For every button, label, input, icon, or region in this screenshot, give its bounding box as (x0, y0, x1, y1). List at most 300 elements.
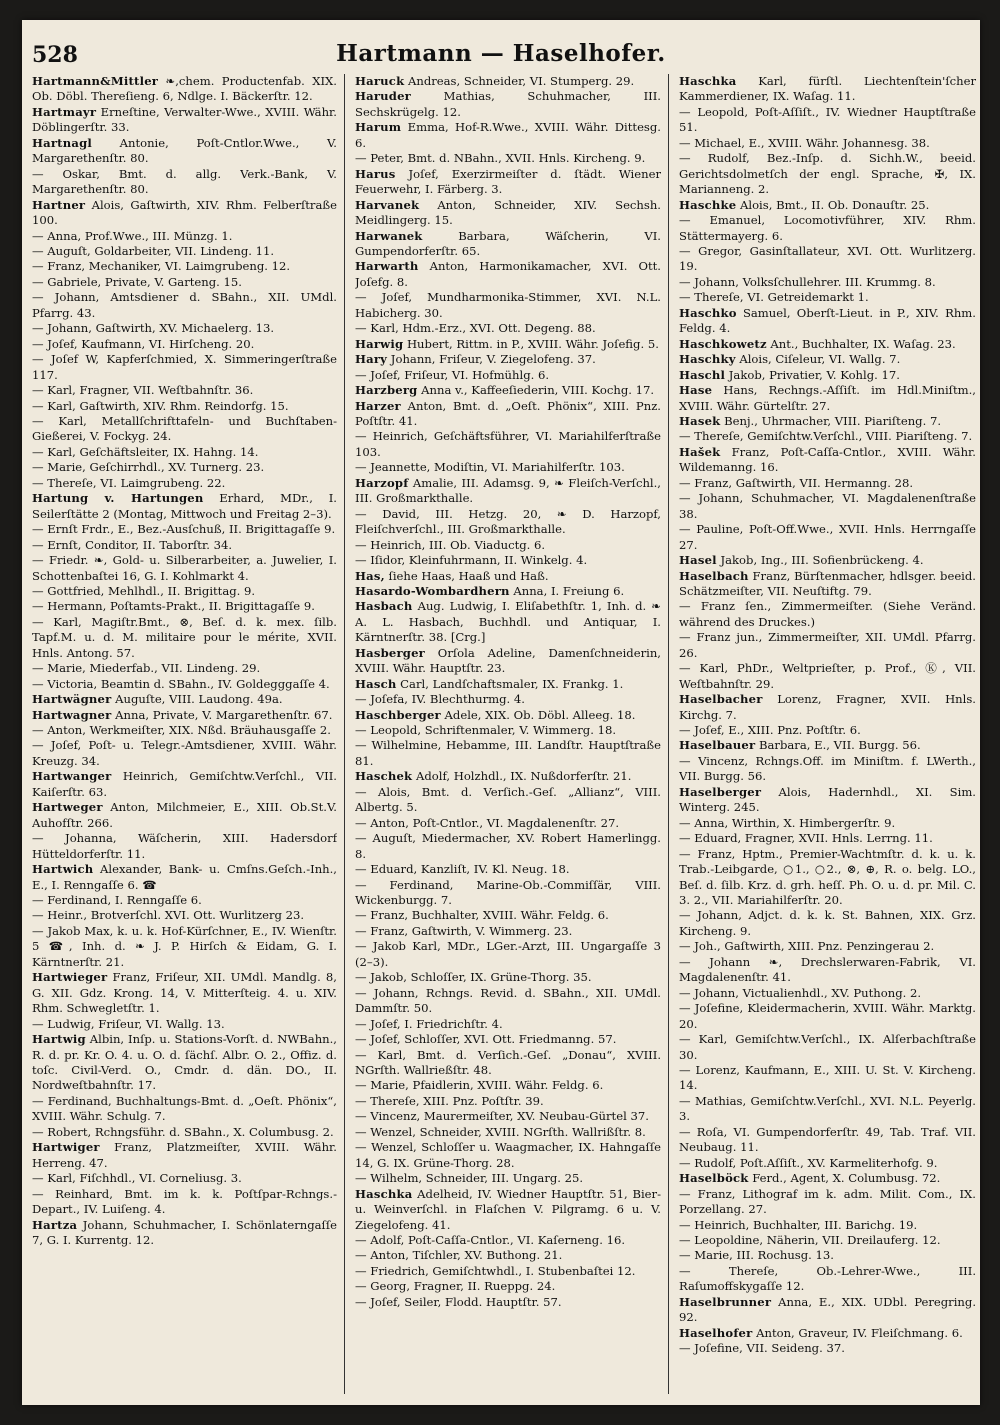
entry-text: — Leopold, Poſt-Aſſiſt., IV. Wiedner Hauptſtraße 51. (679, 104, 976, 135)
entry-text: — Roſa, VI. Gumpendorferſtr. 49, Tab. Traf. VII. Neubaug. 11. (679, 1124, 976, 1155)
entry-surname: Hasek (679, 413, 721, 428)
directory-entry (355, 383, 661, 398)
entry-text: Hans, Rechngs.-Aſſiſt. im Hdl.Miniſtm., XVIII. Währ. Gürtelſtr. 27. (679, 383, 976, 413)
entry-text: — Eduard, Kanzliſt, IV. Kl. Neug. 18. (355, 862, 570, 877)
directory-entry (355, 738, 661, 769)
directory-entry (355, 785, 661, 816)
entry-text: — Joſef, Seiler, Flodd. Hauptſtr. 57. (355, 1294, 562, 1309)
directory-entry (32, 615, 337, 661)
entry-text: — Joſef W, Kapferſchmied, X. Simmeringerſtraße 117. (32, 352, 337, 382)
entry-text: — Jeannette, Modiſtin, VI. Mariahilferſtr. 103. (355, 460, 625, 475)
directory-entry (32, 800, 337, 831)
directory-entry (32, 476, 337, 491)
entry-text: ſiehe Haas, Haaß und Haß. (384, 568, 549, 583)
entry-text: Barbara, Wäſcherin, VI. Gumpendorferſtr. 65. (355, 228, 661, 258)
directory-entry (32, 538, 337, 553)
entry-text: — Emanuel, Locomotivführer, XIV. Rhm. Stättermayerg. 6. (679, 213, 976, 243)
entry-text: Jakob, Ing., III. Sofienbrückeng. 4. (716, 553, 924, 568)
directory-entry (32, 414, 337, 445)
entry-surname: Hasch (355, 676, 397, 691)
entry-surname: Hasardo-Wombardhern (355, 583, 510, 598)
directory-entry (355, 1187, 661, 1233)
directory-entry (679, 1218, 976, 1233)
directory-entry (32, 383, 337, 398)
entry-text: Alexander, Bank- u. Cmſns.Geſch.-Inh., E., I. Renngaſſe 6. ☎ (32, 862, 337, 892)
entry-text: — Gregor, Gasinſtallateur, XVI. Ott. Wurlitzerg. 19. (679, 243, 976, 274)
directory-entry (355, 538, 661, 553)
entry-text: Emma, Hof-R.Wwe., XVIII. Währ. Dittesg. 6. (355, 120, 661, 150)
directory-entry (679, 445, 976, 476)
directory-entry (679, 1264, 976, 1295)
entry-text: — Karl, Fragner, VII. Weſtbahnſtr. 36. (32, 383, 254, 398)
entry-text: — Leopold, Schriftenmaler, V. Wimmerg. 18. (355, 723, 617, 738)
entry-text: Anna, I. Freiung 6. (509, 583, 625, 598)
entry-text: — Marie, Geſchirrhdl., XV. Turnerg. 23. (32, 460, 265, 475)
entry-surname: Harwig (355, 336, 404, 351)
entry-text: Hubert, Rittm. in P., XVIII. Währ. Joſefig. 5. (403, 336, 659, 351)
page-header (22, 20, 980, 74)
directory-entry (679, 831, 976, 846)
directory-entry (355, 908, 661, 923)
directory-entry (32, 321, 337, 336)
directory-entry (32, 692, 337, 707)
entry-text: Auguſte, VIII. Laudong. 49a. (111, 692, 283, 707)
entry-surname: Harzer (355, 398, 401, 413)
entry-text: — Karl, Bmt. d. Verſich.-Geſ. „Donau“, XVIII. NGrſth. Wallrießſtr. 48. (355, 1047, 661, 1077)
entry-text: — Heinr., Brotverſchl. XVI. Ott. Wurlitzerg 23. (32, 908, 305, 923)
entry-text: Ferd., Agent, X. Columbusg. 72. (748, 1171, 941, 1186)
directory-entry (32, 769, 337, 800)
directory-entry (355, 878, 661, 909)
entry-text: — Jakob Max, k. u. k. Hof-Kürſchner, E., IV. Wienſtr. 5 ☎, Inh. d. ❧ J. P. Hirſch & Eidam, G. I. Kärntnerſtr. 21. (32, 923, 337, 969)
directory-page (22, 20, 980, 1405)
entry-text: — Eduard, Fragner, XVII. Hnls. Lerrng. 11. (679, 831, 933, 846)
entry-text: — Wenzel, Schloſſer u. Waagmacher, IX. Hahngaſſe 14, G. IX. Grüne-Thorg. 28. (355, 1140, 661, 1170)
directory-entry (679, 337, 976, 352)
entry-surname: Haschko (679, 305, 737, 320)
entry-text: — Iſidor, Kleinfuhrmann, II. Winkelg. 4. (355, 553, 588, 568)
entry-text: — Adolf, Poſt-Caſſa-Cntlor., VI. Kaſerneng. 16. (355, 1232, 626, 1247)
directory-entry (679, 306, 976, 337)
directory-entry (32, 1140, 337, 1171)
directory-entry (355, 151, 661, 166)
entry-text: — Hermann, Poſtamts-Prakt., II. Brigittagaſſe 9. (32, 599, 315, 614)
column-3 (679, 74, 976, 1394)
entry-text: — Franz ſen., Zimmermeiſter. (Siehe Veränd. während des Druckes.) (679, 599, 976, 629)
directory-entry (32, 1171, 337, 1186)
entry-surname: Haruck (355, 74, 405, 88)
directory-entry (679, 847, 976, 909)
directory-entry (355, 290, 661, 321)
entry-surname: Haschberger (355, 707, 441, 722)
entry-text: Erneſtine, Verwalter-Wwe., XVIII. Währ. Döblingerſtr. 33. (32, 104, 337, 135)
entry-text: Lorenz, Fragner, XVII. Hnls. Kirchg. 7. (679, 692, 976, 722)
entry-text: — Vincenz, Rchngs.Off. im Miniſtm. f. LWerth., VII. Burgg. 56. (679, 753, 976, 784)
entry-text: — Thereſe, XIII. Pnz. Poſtſtr. 39. (355, 1093, 544, 1108)
entry-surname: Hasel (679, 553, 717, 568)
directory-entry (679, 1171, 976, 1186)
directory-entry (355, 120, 661, 151)
directory-entry (679, 1326, 976, 1341)
directory-entry (355, 646, 661, 677)
entry-text: Franz, Bürſtenmacher, hdlsger. beeid. Schätzmeiſter, VII. Neuſtiftg. 79. (679, 568, 976, 598)
entry-text: Aug. Ludwig, I. Eliſabethſtr. 1, Inh. d. ❧ A. L. Hasbach, Buchhdl. und Antiquar, I. Kärntnerſtr. 38. [Crg.] (355, 599, 661, 645)
entry-text: Anton, Graveur, IV. Fleiſchmang. 6. (752, 1325, 963, 1340)
entry-surname: Hartner (32, 197, 86, 212)
directory-entry (355, 476, 661, 507)
directory-entry (355, 569, 661, 584)
entry-text: — Jakob, Schloſſer, IX. Grüne-Thorg. 35. (355, 970, 592, 985)
entry-text: — Michael, E., XVIII. Währ. Johannesg. 38. (679, 135, 930, 150)
entry-surname: Hasberger (355, 645, 425, 660)
directory-entry (32, 167, 337, 198)
entry-text: — Joſef, I. Friedrichſtr. 4. (355, 1016, 503, 1031)
entry-surname: Harvanek (355, 197, 420, 212)
entry-text: — Thereſe, VI. Laimgrubeng. 22. (32, 475, 226, 490)
page-title: Hartmann — Haselhofer. (336, 40, 666, 67)
entry-text: — Anna, Prof.Wwe., III. Münzg. 1. (32, 228, 233, 243)
directory-entry (355, 862, 661, 877)
directory-entry (355, 924, 661, 939)
entry-text: — Marie, Miederfab., VII. Lindeng. 29. (32, 661, 261, 676)
directory-entry (355, 1171, 661, 1186)
entry-text: Mathias, Schuhmacher, III. Sechskrügelg. 12. (355, 89, 661, 119)
entry-text: — Franz, Lithograf im k. adm. Milit. Com., IX. Porzellang. 27. (679, 1186, 976, 1217)
entry-text: — Franz, Buchhalter, XVIII. Währ. Feldg. 6. (355, 908, 609, 923)
entry-text: — Auguſt, Goldarbeiter, VII. Lindeng. 11. (32, 243, 275, 258)
directory-entry (32, 738, 337, 769)
entry-text: — Vincenz, Maurermeiſter, XV. Neubau-Gürtel 37. (355, 1109, 649, 1124)
entry-text: — Franz jun., Zimmermeiſter, XII. UMdl. Pfarrg. 26. (679, 630, 976, 660)
entry-surname: Haselhofer (679, 1325, 753, 1340)
entry-surname: Hasbach (355, 599, 413, 614)
directory-entry (679, 476, 976, 491)
entry-text: — Johann, Volksſchullehrer. III. Krummg. 8. (679, 274, 936, 289)
entry-text: — Joſefa, IV. Blechthurmg. 4. (355, 692, 525, 707)
entry-surname: Harwarth (355, 259, 419, 274)
directory-entry (679, 74, 976, 105)
entry-text: Carl, Landſchaftsmaler, IX. Frankg. 1. (396, 676, 624, 691)
directory-entry (32, 862, 337, 893)
entry-surname: Haschke (679, 197, 737, 212)
entry-text: — Karl, Fiſchhdl., VI. Corneliusg. 3. (32, 1171, 242, 1186)
directory-entry (355, 1248, 661, 1263)
directory-entry (32, 831, 337, 862)
directory-entry (679, 491, 976, 522)
directory-entry (679, 136, 976, 151)
entry-text: Amalie, III. Adamsg. 9, ❧ Fleiſch-Verſchl., III. Großmarkthalle. (355, 475, 661, 506)
entry-surname: Haselbacher (679, 692, 763, 707)
directory-entry (355, 1094, 661, 1109)
directory-entry (679, 939, 976, 954)
directory-entry (679, 429, 976, 444)
directory-entry (679, 1248, 976, 1263)
directory-entry (32, 1032, 337, 1094)
entry-text: — Pauline, Poſt-Off.Wwe., XVII. Hnls. Herrngaſſe 27. (679, 522, 976, 552)
entry-text: Jakob, Privatier, V. Kohlg. 17. (725, 367, 900, 382)
directory-entry (32, 893, 337, 908)
directory-entry (355, 1017, 661, 1032)
entry-text: — Heinrich, Buchhalter, III. Barichg. 19. (679, 1217, 918, 1232)
entry-text: — Karl, Gaſtwirth, XIV. Rhm. Reindorfg. 15. (32, 398, 289, 413)
directory-entry (32, 1094, 337, 1125)
entry-text: — Marie, III. Rochusg. 13. (679, 1248, 834, 1263)
entry-surname: Hartwägner (32, 692, 112, 707)
column-1 (32, 74, 337, 1394)
entry-text: — Anton, Werkmeiſter, XIX. Nßd. Bräuhausgaſſe 2. (32, 723, 331, 738)
entry-surname: Haselböck (679, 1171, 749, 1186)
entry-text: Franz, Friſeur, XII. UMdl. Mandlg. 8, G. XII. Gdz. Krong. 14, V. Mitterſteig. 4. u. XIV. Rhm. Schwegletſtr. 1. (32, 970, 337, 1016)
directory-entry (679, 908, 976, 939)
directory-entry (32, 337, 337, 352)
entry-surname: Hartmayr (32, 104, 97, 119)
entry-text: — Joſef, Friſeur, VI. Hofmühlg. 6. (355, 367, 550, 382)
entry-text: — Robert, Rchngsführ. d. SBahn., X. Columbusg. 2. (32, 1124, 334, 1139)
entry-text: — Johann, Adjct. d. k. k. St. Bahnen, XIX. Grz. Kircheng. 9. (679, 908, 976, 938)
entry-text: Antonie, Poſt-Cntlor.Wwe., V. Margarethenſtr. 80. (32, 135, 337, 166)
directory-entry (679, 785, 976, 816)
entry-surname: Hartwagner (32, 707, 112, 722)
directory-entry (679, 352, 976, 367)
entry-text: — Franz, Gaſtwirth, V. Wimmerg. 23. (355, 923, 573, 938)
entry-text: Barbara, E., VII. Burgg. 56. (755, 738, 921, 753)
directory-entry (679, 1341, 976, 1356)
directory-entry (32, 1187, 337, 1218)
entry-text: Anton, Bmt. d. „Oeſt. Phönix“, XIII. Pnz. Poſtſtr. 41. (355, 398, 661, 428)
entry-text: — Johann, Amtsdiener d. SBahn., XII. UMdl. Pfarrg. 43. (32, 290, 337, 320)
directory-entry (679, 1233, 976, 1248)
entry-text: — Heinrich, III. Ob. Viaductg. 6. (355, 537, 546, 552)
entry-text: Karl, fürſtl. Liechtenſtein'ſcher Kammerdiener, IX. Waſag. 11. (679, 74, 976, 104)
entry-text: — Johann, Schuhmacher, VI. Magdalenenſtraße 38. (679, 491, 976, 521)
entry-text: Anton, Harmonikamacher, XVI. Ott. Joſefg. 8. (355, 259, 661, 289)
directory-entry (355, 167, 661, 198)
directory-entry (679, 738, 976, 753)
entry-text: — Joſef, Poſt- u. Telegr.-Amtsdiener, XVIII. Währ. Kreuzg. 34. (32, 738, 337, 768)
entry-surname: Harwanek (355, 228, 423, 243)
entry-text: — Johann ❧, Drechslerwaren-Fabrik, VI. Magdalenenſtr. 41. (679, 954, 976, 985)
entry-text: — Wilhelmine, Hebamme, III. Landſtr. Hauptſtraße 81. (355, 738, 661, 768)
directory-entry (32, 723, 337, 738)
entry-text: Benj., Uhrmacher, VIII. Piariſteng. 7. (720, 413, 942, 428)
entry-text: — Joſefine, VII. Seideng. 37. (679, 1341, 845, 1356)
directory-entry (679, 414, 976, 429)
entry-text: — David, III. Hetzg. 20, ❧ D. Harzopf, Fleiſchverſchl., III. Großmarkthalle. (355, 506, 661, 537)
directory-entry (355, 816, 661, 831)
entry-text: — Karl, PhDr., Weltprieſter, p. Prof., Ⓚ, VII. Weſtbahnſtr. 29. (679, 661, 976, 691)
entry-surname: Hartung v. Hartungen (32, 491, 204, 506)
directory-entry (679, 569, 976, 600)
entry-text: — Joſef, E., XIII. Pnz. Poſtſtr. 6. (679, 723, 861, 738)
directory-entry (355, 1295, 661, 1310)
entry-surname: Hartwanger (32, 769, 112, 784)
entry-surname: Harzopf (355, 475, 409, 490)
column-2 (355, 74, 661, 1394)
entry-surname: Hartnagl (32, 135, 92, 150)
entry-surname: Has, (355, 568, 385, 583)
directory-entry (355, 321, 661, 336)
directory-entry (355, 708, 661, 723)
directory-entry (679, 368, 976, 383)
entry-text: — Karl, Hdm.-Erz., XVI. Ott. Degeng. 88. (355, 321, 596, 336)
entry-text: — Franz, Hptm., Premier-Wachtmſtr. d. k. u. k. Trab.-Leibgarde, ○1., ○2., ⊗, ⊕, R. o. belg. LO., Beſ. d. ſilb. Krz. d. grh. heſſ. Ph. O. u. d. pr. Mil. C. 3. 2., VII. Mariahilferſtr. 20. (679, 846, 976, 908)
entry-surname: Hartmann&Mittler (32, 74, 159, 88)
entry-text: — Franz, Gaſtwirth, VII. Hermanng. 28. (679, 475, 914, 490)
directory-entry (32, 924, 337, 970)
directory-entry (32, 1218, 337, 1249)
directory-entry (32, 599, 337, 614)
directory-entry (355, 429, 661, 460)
entry-text: Andreas, Schneider, VI. Stumperg. 29. (404, 74, 635, 88)
directory-entry (32, 677, 337, 692)
directory-entry (32, 198, 337, 229)
directory-entry (355, 677, 661, 692)
entry-text: — Gabriele, Private, V. Garteng. 15. (32, 274, 242, 289)
directory-entry (355, 599, 661, 645)
entry-text: Anna, E., XIX. UDbl. Peregring. 92. (679, 1294, 976, 1325)
entry-text: — Anton, Tiſchler, XV. Buthong. 21. (355, 1248, 563, 1263)
directory-entry (355, 198, 661, 229)
directory-entry (679, 290, 976, 305)
directory-entry (679, 198, 976, 213)
entry-text: Orſola Adeline, Damenſchneiderin, XVIII. Währ. Hauptſtr. 23. (355, 645, 661, 676)
entry-text: — Rudolf, Poſt.Aſſiſt., XV. Karmeliterhofg. 9. (679, 1155, 938, 1170)
entry-text: — Joſef, Kaufmann, VI. Hirſcheng. 20. (32, 336, 255, 351)
directory-entry (355, 1125, 661, 1140)
directory-entry (679, 1063, 976, 1094)
directory-entry (679, 1295, 976, 1326)
entry-text: Adolf, Holzhdl., IX. Nußdorferſtr. 21. (412, 769, 632, 784)
entry-text: — Thereſe, Gemiſchtw.Verſchl., VIII. Piariſteng. 7. (679, 429, 973, 444)
directory-entry (355, 1032, 661, 1047)
directory-entry (679, 275, 976, 290)
entry-text: Heinrich, Gemiſchtw.Verſchl., VII. Kaiſerſtr. 63. (32, 769, 337, 799)
directory-entry (355, 1078, 661, 1093)
directory-entry (355, 723, 661, 738)
directory-entry (679, 630, 976, 661)
entry-text: — Rudolf, Bez.-Inſp. d. Sichh.W., beeid. Gerichtsdolmetſch der engl. Sprache, ✠, IX. Marianneng. 2. (679, 151, 976, 197)
directory-entry (355, 89, 661, 120)
entry-text: — Alois, Bmt. d. Verſich.-Geſ. „Allianz“, VIII. Albertg. 5. (355, 784, 661, 815)
directory-entry (32, 275, 337, 290)
directory-entry (355, 259, 661, 290)
entry-text: — Ludwig, Friſeur, VI. Wallg. 13. (32, 1016, 225, 1031)
entry-surname: Hartwich (32, 862, 94, 877)
entry-surname: Harzberg (355, 383, 418, 398)
entry-surname: Haschl (679, 367, 726, 382)
entry-text: — Marie, Pfaidlerin, XVIII. Währ. Feldg. 6. (355, 1078, 604, 1093)
entry-text: — Thereſe, Ob.-Lehrer-Wwe., III. Raſumoffskygaſſe 12. (679, 1263, 976, 1294)
directory-entry (679, 1094, 976, 1125)
directory-entry (679, 244, 976, 275)
directory-entry (355, 507, 661, 538)
entry-text: Alois, Bmt., II. Ob. Donauſtr. 25. (736, 197, 930, 212)
entry-text: Erhard, MDr., I. Seilerſtätte 2 (Montag, Mittwoch und Freitag 2–3). (32, 491, 337, 521)
entry-text: — Anna, Wirthin, X. Himbergerſtr. 9. (679, 815, 896, 830)
directory-entry (32, 259, 337, 274)
entry-surname: Hartwiger (32, 1140, 100, 1155)
entry-text: — Ernſt Frdr., E., Bez.-Ausſchuß, II. Brigittagaſſe 9. (32, 522, 336, 537)
directory-entry (355, 1279, 661, 1294)
directory-entry (355, 769, 661, 784)
entry-text: — Joſefine, Kleidermacherin, XVIII. Währ. Marktg. 20. (679, 1001, 976, 1031)
column-divider (668, 74, 669, 1394)
directory-entry (32, 522, 337, 537)
entry-surname: Hartwig (32, 1032, 86, 1047)
entry-text: — Karl, Magiſtr.Bmt., ⊗, Beſ. d. k. mex. ſilb. Tapf.M. u. d. M. militaire pour le mérite, XVII. Hnls. Antong. 57. (32, 614, 337, 660)
entry-surname: Haschkowetz (679, 336, 767, 351)
entry-text: Adele, XIX. Ob. Döbl. Alleeg. 18. (440, 707, 636, 722)
column-divider (344, 74, 345, 1394)
entry-surname: Hartza (32, 1217, 78, 1232)
directory-entry (355, 460, 661, 475)
directory-entry (355, 1233, 661, 1248)
directory-entry (32, 105, 337, 136)
entry-text: — Karl, Gemiſchtw.Verſchl., IX. Alſerbachſtraße 30. (679, 1032, 976, 1062)
directory-entry (355, 337, 661, 352)
entry-text: — Ferdinand, I. Renngaſſe 6. (32, 893, 202, 908)
entry-text: Alois, Hadernhdl., XI. Sim. Winterg. 245. (679, 784, 976, 815)
entry-text: Alois, Ciſeleur, VI. Wallg. 7. (735, 352, 901, 367)
entry-surname: Haselbach (679, 568, 749, 583)
directory-entry (679, 522, 976, 553)
entry-text: — Friedr. ❧, Gold- u. Silberarbeiter, a. Juwelier, I. Schottenbaſtei 16, G. I. Kohlmarkt 4. (32, 553, 337, 583)
entry-text: — Johanna, Wäſcherin, XIII. Hadersdorf Hütteldorferſtr. 11. (32, 831, 337, 861)
entry-text: Adelheid, IV. Wiedner Hauptſtr. 51, Bier- u. Weinverſchl. in Flaſchen V. Pilgramg. 6 u. V. Ziegelofeng. 41. (355, 1186, 661, 1232)
directory-entry (32, 661, 337, 676)
directory-entry (679, 1001, 976, 1032)
entry-text: — Jakob Karl, MDr., LGer.-Arzt, III. Ungargaſſe 3 (2–3). (355, 939, 661, 969)
directory-entry (679, 151, 976, 197)
directory-entry (679, 383, 976, 414)
directory-entry (679, 661, 976, 692)
entry-text: Anton, Milchmeier, E., XIII. Ob.St.V. Auhofſtr. 266. (32, 800, 337, 830)
directory-entry (679, 1032, 976, 1063)
entry-surname: Haselberger (679, 784, 762, 799)
entry-text: Johann, Friſeur, V. Ziegelofeng. 37. (387, 352, 596, 367)
page-number: 528 (32, 42, 78, 68)
directory-entry (679, 105, 976, 136)
directory-entry (355, 970, 661, 985)
directory-entry (355, 692, 661, 707)
entry-text: Johann, Schuhmacher, I. Schönlaterngaſſe 7, G. I. Kurrentg. 12. (32, 1217, 337, 1247)
directory-entry (32, 584, 337, 599)
directory-entry (32, 970, 337, 1016)
directory-entry (679, 599, 976, 630)
entry-text: — Karl, Geſchäftsleiter, IX. Hahng. 14. (32, 444, 259, 459)
entry-text: — Ferdinand, Marine-Ob.-Commiſſär, VIII. Wickenburgg. 7. (355, 877, 661, 908)
directory-entry (32, 290, 337, 321)
directory-entry (32, 74, 337, 105)
directory-entry (32, 708, 337, 723)
entry-text: — Franz, Mechaniker, VI. Laimgrubeng. 12. (32, 259, 291, 274)
directory-entry (679, 955, 976, 986)
directory-entry (32, 244, 337, 259)
entry-text: — Thereſe, VI. Getreidemarkt 1. (679, 290, 869, 305)
entry-text: Anna, Private, V. Margarethenſtr. 67. (111, 707, 333, 722)
directory-entry (679, 213, 976, 244)
entry-surname: Hašek (679, 444, 721, 459)
entry-text: — Leopoldine, Näherin, VII. Dreilauferg. 12. (679, 1232, 941, 1247)
directory-entry (355, 831, 661, 862)
directory-entry (679, 986, 976, 1001)
entry-text: Ant., Buchhalter, IX. Waſag. 23. (766, 336, 956, 351)
entry-text: — Johann, Victualienhdl., XV. Puthong. 2. (679, 985, 922, 1000)
directory-entry (32, 445, 337, 460)
entry-text: — Friedrich, Gemiſchtwhdl., I. Stubenbaſtei 12. (355, 1263, 636, 1278)
entry-text: — Reinhard, Bmt. im k. k. Poſtſpar-Rchngs.-Depart., IV. Luiſeng. 4. (32, 1186, 337, 1217)
directory-entry (355, 229, 661, 260)
